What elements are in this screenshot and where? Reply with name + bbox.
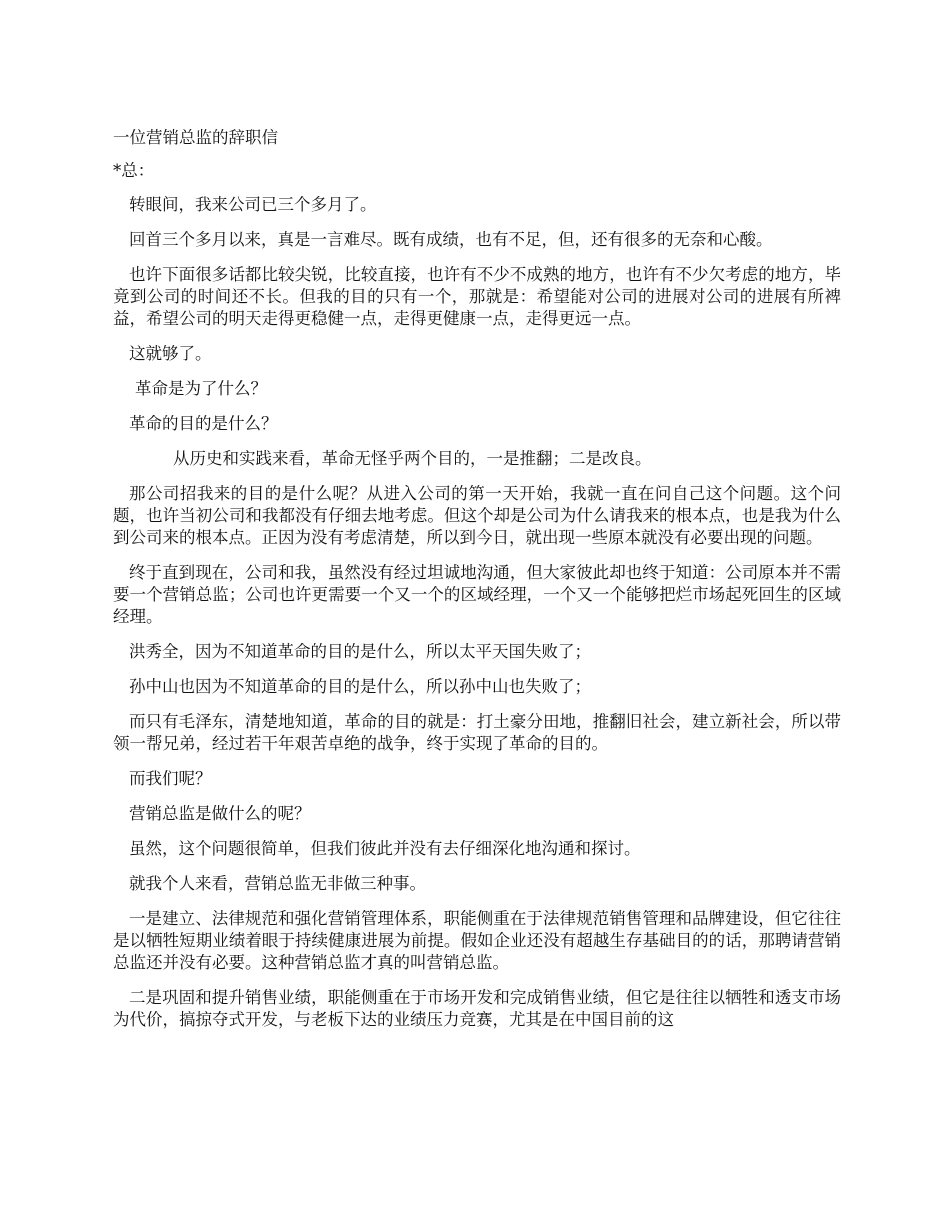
- paragraph: 那公司招我来的目的是什么呢？从进入公司的第一天开始，我就一直在问自己这个问题。这个问题，也许当初公司和我都没有仔细去地考虑。但这个却是公司为什么请我来的根本点，也是我为什么到公司来的根本点。正因为没有考虑清楚，所以到今日，就出现一些原本就没有必要出现的问题。: [113, 484, 841, 547]
- paragraph: 孙中山也因为不知道革命的目的是什么，所以孙中山也失败了；: [129, 677, 591, 696]
- paragraph: 从历史和实践来看，革命无怪乎两个目的，一是推翻；二是改良。: [173, 449, 652, 468]
- paragraph: 也许下面很多话都比较尖锐，比较直接，也许有不少不成熟的地方，也许有不少欠考虑的地方，毕竟到公司的时间还不长。但我的目的只有一个，那就是：希望能对公司的进展对公司的进展有所裨益，希望公司的明天走得更稳健一点，走得更健康一点，走得更远一点。: [113, 265, 841, 328]
- paragraph: 一是建立、法律规范和强化营销管理体系，职能侧重在于法律规范销售管理和品牌建设，但它往往是以牺牲短期业绩着眼于持续健康进展为前提。假如企业还没有超越生存基础目的的话，那聘请营销总监还并没有必要。这种营销总监才真的叫营销总监。: [113, 909, 841, 972]
- letter-body: [113, 127, 841, 1044]
- paragraph: 而我们呢？: [129, 769, 212, 788]
- paragraph: 终于直到现在，公司和我，虽然没有经过坦诚地沟通，但大家彼此却也终于知道：公司原本并不需要一个营销总监；公司也许更需要一个又一个的区域经理，一个又一个能够把烂市场起死回生的区域经理。: [113, 563, 841, 626]
- paragraph: 营销总监是做什么的呢？: [129, 804, 311, 823]
- paragraph: 虽然，这个问题很简单，但我们彼此并没有去仔细深化地沟通和探讨。: [129, 839, 641, 858]
- salutation: *总：: [113, 161, 155, 180]
- paragraph: 洪秀全，因为不知道革命的目的是什么，所以太平天国失败了；: [129, 642, 591, 661]
- paragraph: 转眼间，我来公司已三个多月了。: [129, 195, 377, 214]
- letter-title: 一位营销总监的辞职信: [113, 128, 278, 147]
- paragraph: 就我个人来看，营销总监无非做三种事。: [129, 874, 426, 893]
- paragraph: 回首三个多月以来，真是一言难尽。既有成绩，也有不足，但，还有很多的无奈和心酸。: [129, 230, 773, 249]
- paragraph: 而只有毛泽东，清楚地知道，革命的目的就是：打土豪分田地，推翻旧社会，建立新社会，所以带领一帮兄弟，经过若干年艰苦卓绝的战争，终于实现了革命的目的。: [113, 712, 841, 753]
- paragraph: 这就够了。: [129, 344, 212, 363]
- paragraph: 革命的目的是什么？: [129, 414, 278, 433]
- paragraph: 二是巩固和提升销售业绩，职能侧重在于市场开发和完成销售业绩，但它是往往以牺牲和透支市场为代价，搞掠夺式开发，与老板下达的业绩压力竞赛，尤其是在中国目前的这: [113, 988, 841, 1029]
- paragraph: 革命是为了什么？: [135, 379, 267, 398]
